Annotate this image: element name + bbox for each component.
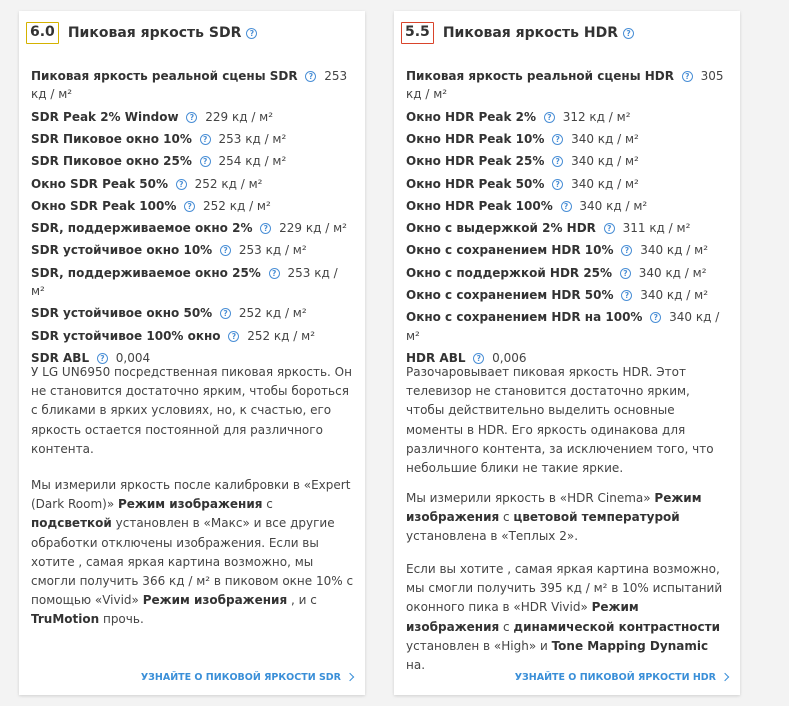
help-icon[interactable]: ? — [305, 71, 316, 82]
help-icon[interactable]: ? — [246, 28, 257, 39]
help-icon[interactable]: ? — [552, 134, 563, 145]
measurement-list — [31, 67, 355, 371]
measurement-row — [406, 264, 730, 282]
help-icon[interactable]: ? — [620, 268, 631, 279]
measurement-label: HDR ABL — [406, 351, 466, 366]
measurement-value: 229 кд / м² — [279, 221, 347, 236]
measurement-row — [406, 152, 730, 170]
measurement-label: Окно с поддержкой HDR 25% — [406, 265, 613, 280]
help-icon[interactable]: ? — [682, 71, 693, 82]
help-icon[interactable]: ? — [621, 290, 632, 301]
backlight-link[interactable]: подсветкой — [31, 516, 112, 531]
help-icon[interactable]: ? — [200, 156, 211, 167]
help-icon[interactable]: ? — [561, 201, 572, 212]
measurement-row — [31, 67, 355, 104]
measurement-value: 305 кд / м² — [406, 69, 724, 102]
help-icon[interactable]: ? — [473, 353, 484, 364]
measurement-row — [406, 130, 730, 148]
measurement-label: Окно с сохранением HDR на 100% — [406, 310, 643, 325]
measurement-row — [31, 264, 355, 301]
card-title: Пиковая яркость SDR — [67, 25, 242, 41]
measurement-value: 253 кд / м² — [31, 265, 338, 299]
measurement-value: 340 кд / м² — [571, 132, 639, 146]
measurement-row — [31, 197, 355, 215]
measurement-row — [406, 286, 730, 304]
dynamic-contrast-link[interactable]: динамической контрастности — [513, 619, 720, 634]
measurement-row — [406, 67, 730, 104]
help-icon[interactable]: ? — [621, 245, 632, 256]
color-temperature-link[interactable]: цветовой температурой — [513, 510, 680, 525]
measurement-row — [406, 241, 730, 259]
trumotion-link[interactable]: TruMotion — [31, 612, 100, 627]
measurement-value: 253 кд / м² — [238, 243, 307, 258]
measurement-label: SDR Пиковое окно 10% — [31, 132, 192, 146]
score-badge: 5.5 — [401, 22, 434, 44]
measurement-row — [31, 108, 355, 126]
measurement-value: 340 кд / м² — [406, 310, 720, 343]
learn-sdr-link[interactable]: УЗНАЙТЕ О ПИКОВОЙ ЯРКОСТИ SDR — [141, 672, 353, 683]
measurement-value: 252 кд / м² — [203, 198, 271, 213]
tone-mapping-link[interactable]: Tone Mapping Dynamic — [551, 638, 709, 653]
measurement-row — [406, 219, 730, 237]
help-icon[interactable]: ? — [228, 331, 239, 342]
measurement-row — [31, 152, 355, 170]
measurement-label: Окно SDR Peak 50% — [31, 176, 168, 191]
help-icon[interactable]: ? — [200, 134, 211, 145]
sdr-peak-brightness-card — [19, 11, 365, 695]
help-icon[interactable]: ? — [220, 308, 231, 319]
measurement-row — [31, 304, 355, 322]
help-icon[interactable]: ? — [552, 179, 563, 190]
measurement-value: 0,006 — [492, 351, 527, 366]
measurement-value: 252 кд / м² — [247, 328, 316, 343]
measurement-label: Окно с выдержкой 2% HDR — [406, 221, 596, 236]
measurement-value: 0,004 — [115, 351, 151, 366]
help-icon[interactable]: ? — [176, 179, 187, 190]
measurement-value: 340 кд / м² — [579, 198, 648, 213]
measurement-value: 253 кд / м² — [218, 132, 287, 146]
card-title: Пиковая яркость HDR — [442, 25, 619, 41]
measurement-value: 252 кд / м² — [194, 176, 263, 191]
help-icon[interactable]: ? — [220, 245, 231, 256]
chevron-right-icon — [346, 673, 354, 681]
measurement-row — [31, 175, 355, 193]
summary-paragraph: У LG UN6950 посредственная пиковая яркость. Он не становится достаточно ярким, чтобы бороться с бликами в ярких условиях, но, к счастью, его яркость остается постоянной для различного контента. — [31, 365, 352, 456]
measurement-value: 340 кд / м² — [640, 288, 709, 303]
measurement-label: Окно HDR Peak 25% — [406, 154, 545, 169]
help-icon[interactable]: ? — [552, 156, 563, 167]
details-paragraph: Мы измерили яркость после калибровки в «Expert (Dark Room)» Режим изображения с подсветкой установлен в «Макс» и все другие обработки отключены изображения. Если вы хотите , самая яркая картина возможно, мы смогли получить 366 кд / м² в пиковом окне 10% с помощью «Vivid» Режим изображения , и с TruMotion прочь. — [31, 478, 354, 627]
measurement-label: SDR Пиковое окно 25% — [31, 154, 192, 169]
measurement-value: 311 кд / м² — [622, 221, 691, 236]
measurement-label: Окно HDR Peak 2% — [406, 109, 537, 124]
measurement-label: Окно HDR Peak 50% — [406, 176, 545, 191]
help-icon[interactable]: ? — [269, 268, 280, 279]
details-paragraph: Мы измерили яркость в «HDR Cinema» Режим изображения с цветовой температурой установлена в «Теплых 2». — [406, 491, 702, 544]
measurement-value: 254 кд / м² — [218, 154, 287, 169]
measurement-row — [406, 197, 730, 215]
help-icon[interactable]: ? — [604, 223, 615, 234]
help-icon[interactable]: ? — [544, 112, 555, 123]
measurement-label: SDR устойчивое окно 10% — [31, 243, 213, 258]
measurement-label: Пиковая яркость реальной сцены HDR — [406, 69, 674, 83]
measurement-value: 340 кд / м² — [571, 176, 639, 191]
measurement-row — [31, 327, 355, 345]
help-icon[interactable]: ? — [186, 112, 197, 123]
summary-paragraph: Разочаровывает пиковая яркость HDR. Этот телевизор не становится достаточно ярким, чтобы действительно выделить основные моменты в HDR. Его яркость одинакова для различного контента, за исключением того, что небольшие блики не такие яркие. — [406, 365, 714, 476]
measurement-list — [406, 67, 730, 371]
measurement-label: Окно с сохранением HDR 50% — [406, 288, 614, 303]
measurement-label: Окно с сохранением HDR 10% — [406, 243, 614, 258]
measurement-label: SDR Peak 2% Window — [31, 109, 179, 124]
measurement-label: SDR устойчивое окно 50% — [31, 306, 213, 321]
measurement-value: 252 кд / м² — [238, 306, 307, 321]
measurement-value: 340 кд / м² — [638, 265, 707, 280]
measurement-row — [31, 241, 355, 259]
measurement-row — [406, 308, 730, 345]
card-header — [401, 21, 730, 45]
measurement-label: Окно HDR Peak 10% — [406, 132, 545, 146]
measurement-value: 253 кд / м² — [31, 69, 348, 102]
help-icon[interactable]: ? — [623, 28, 634, 39]
measurement-label: SDR ABL — [31, 351, 90, 366]
card-header — [26, 21, 355, 45]
score-badge: 6.0 — [26, 22, 59, 44]
measurement-row — [406, 175, 730, 193]
measurement-row — [31, 219, 355, 237]
measurement-value: 229 кд / м² — [205, 109, 274, 124]
measurement-value: 340 кд / м² — [571, 154, 639, 169]
help-icon[interactable]: ? — [650, 312, 661, 323]
hdr-peak-brightness-card — [394, 11, 740, 695]
help-icon[interactable]: ? — [97, 353, 108, 364]
measurement-label: Окно SDR Peak 100% — [31, 198, 177, 213]
measurement-label: SDR, поддерживаемое окно 25% — [31, 265, 261, 280]
measurement-value: 340 кд / м² — [640, 243, 709, 258]
chevron-right-icon — [721, 673, 729, 681]
measurement-row — [31, 130, 355, 148]
measurement-label: Пиковая яркость реальной сцены SDR — [31, 69, 298, 83]
measurement-label: Окно HDR Peak 100% — [406, 198, 553, 213]
help-icon[interactable]: ? — [184, 201, 195, 212]
help-icon[interactable]: ? — [260, 223, 271, 234]
vivid-paragraph: Если вы хотите , самая яркая картина возможно, мы смогли получить 395 кд / м² в 10% испытаний оконного пика в «HDR Vivid» Режим изображения с динамической контрастности установлен в «High» и Tone Mapping Dynamic на. — [406, 562, 723, 673]
measurement-row — [406, 108, 730, 126]
measurement-label: SDR, поддерживаемое окно 2% — [31, 221, 253, 236]
measurement-label: SDR устойчивое 100% окно — [31, 328, 221, 343]
measurement-value: 312 кд / м² — [562, 109, 631, 124]
learn-hdr-link[interactable]: УЗНАЙТЕ О ПИКОВОЙ ЯРКОСТИ HDR — [515, 672, 728, 683]
